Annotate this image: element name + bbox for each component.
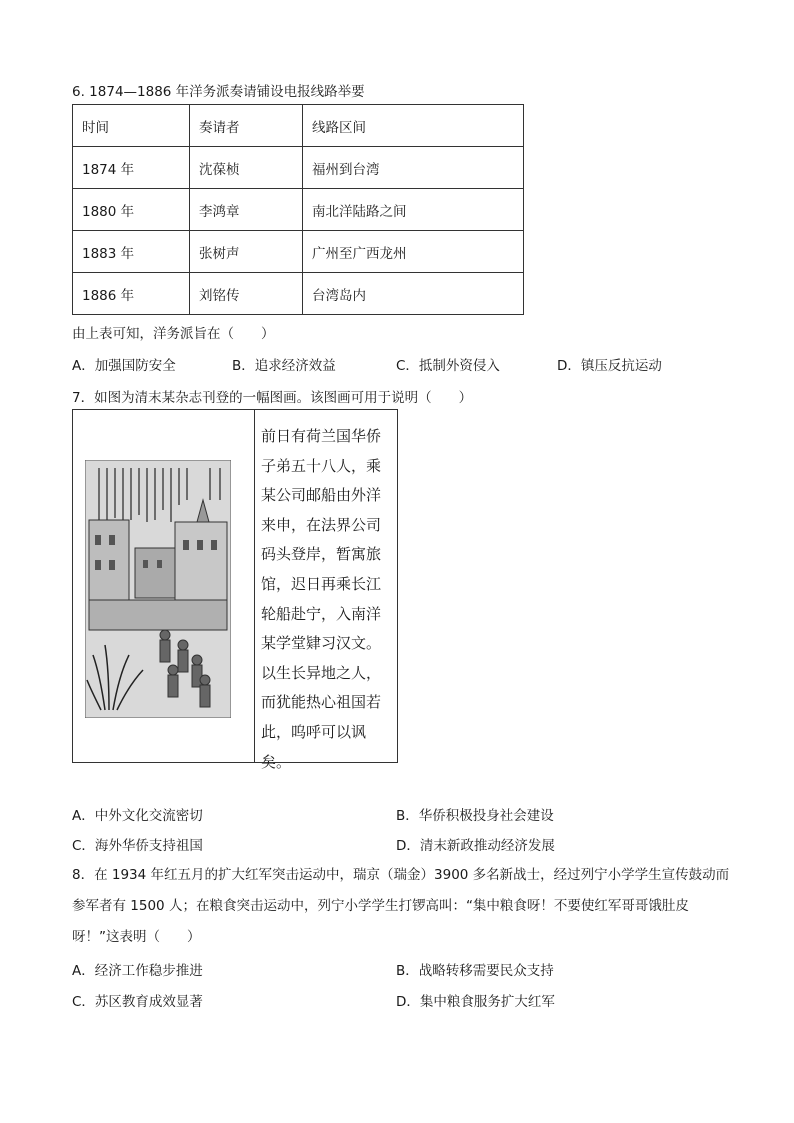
table-cell: 刘铭传 <box>190 273 303 315</box>
q8-stem: 8．在 1934 年红五月的扩大红军突击运动中，瑞京（瑞金）3900 多名新战士，经过列宁小学学生宣传鼓动而参军者有 1500 人；在粮食突击运动中，列宁小学学生打锣高叫：“集中粮食呀！不要使红军哥哥饿肚皮呀！”这表明（ ） <box>72 867 730 945</box>
q7-stem: 7．如图为清末某杂志刊登的一幅图画。该图画可用于说明（ ） <box>72 390 473 406</box>
table-cell: 1880 年 <box>73 189 190 231</box>
q8-option-b[interactable]: B．战略转移需要民众支持 <box>396 963 554 979</box>
table-cell: 沈葆桢 <box>190 147 303 189</box>
divider <box>254 410 255 762</box>
q8-option-d[interactable]: D．集中粮食服务扩大红军 <box>396 994 555 1010</box>
q6-option-b[interactable]: B．追求经济效益 <box>232 358 336 374</box>
q7-material-box <box>72 409 398 771</box>
table-row <box>73 231 524 273</box>
q7-option-a[interactable]: A．中外文化交流密切 <box>72 808 203 824</box>
table-cell: 李鸿章 <box>190 189 303 231</box>
table-cell: 广州至广西龙州 <box>303 231 524 273</box>
q6-question: 由上表可知，洋务派旨在（ ） <box>72 326 275 342</box>
q7-option-d[interactable]: D．清末新政推动经济发展 <box>396 838 555 854</box>
table-cell: 张树声 <box>190 231 303 273</box>
table-header-cell: 奏请者 <box>190 105 303 147</box>
table-cell: 福州到台湾 <box>303 147 524 189</box>
table-cell: 1874 年 <box>73 147 190 189</box>
q6-option-d[interactable]: D．镇压反抗运动 <box>557 358 662 374</box>
illustration-image <box>85 460 231 718</box>
q6-option-a[interactable]: A．加强国防安全 <box>72 358 176 374</box>
q6-stem: 6. 1874—1886 年洋务派奏请铺设电报线路举要 <box>72 84 365 100</box>
q8-option-c[interactable]: C．苏区教育成效显著 <box>72 994 203 1010</box>
q7-passage: 前日有荷兰国华侨子弟五十八人，乘某公司邮船由外洋来申，在法界公司码头登岸，暂寓旅馆，迟日再乘长江轮船赴宁，入南洋某学堂肄习汉文。以生长异地之人，而犹能热心祖国若此，呜呼可以讽矣。 <box>261 427 382 771</box>
table-cell: 1886 年 <box>73 273 190 315</box>
table-header-cell: 线路区间 <box>303 105 524 147</box>
q7-option-b[interactable]: B．华侨积极投身社会建设 <box>396 808 554 824</box>
table-cell: 台湾岛内 <box>303 273 524 315</box>
table-row <box>73 147 524 189</box>
q8-option-a[interactable]: A．经济工作稳步推进 <box>72 963 203 979</box>
table-header-cell: 时间 <box>73 105 190 147</box>
q7-option-c[interactable]: C．海外华侨支持祖国 <box>72 838 203 854</box>
q6-table <box>72 104 524 315</box>
table-row <box>73 189 524 231</box>
table-cell: 1883 年 <box>73 231 190 273</box>
q6-option-c[interactable]: C．抵制外资侵入 <box>396 358 500 374</box>
table-row <box>73 273 524 315</box>
table-header-row <box>73 105 524 147</box>
table-cell: 南北洋陆路之间 <box>303 189 524 231</box>
